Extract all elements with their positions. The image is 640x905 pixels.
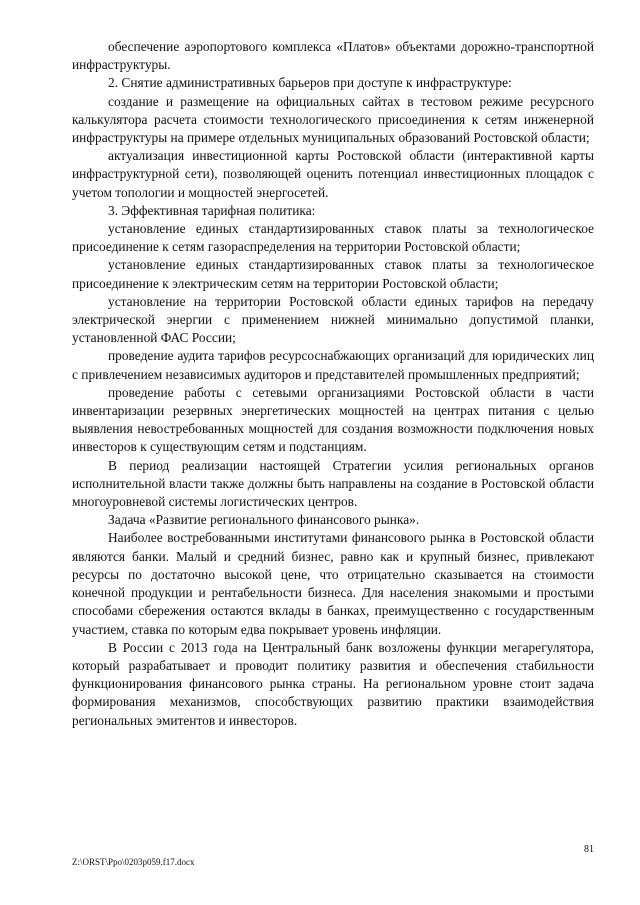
paragraph-6: установление единых стандартизированных ставок платы за технологическое присоединение к сетям газораспределения на территории Ростовской области; [72, 221, 594, 255]
paragraph-1: обеспечение аэропортового комплекса «Платов» объектами дорожно-транспортной инфраструктуры. [72, 39, 594, 73]
paragraph-9: проведение аудита тарифов ресурсоснабжающих организаций для юридических лиц с привлечением независимых аудиторов и представителей промышленных предприятий; [72, 348, 594, 382]
paragraph-3: создание и размещение на официальных сайтах в тестовом режиме ресурсного калькулятора расчета стоимости технологического присоединения к сетям инженерной инфраструктуры на примере отдельных муниципальных образований Ростовской области; [72, 93, 594, 146]
page-number: 81 [584, 844, 594, 855]
paragraph-5: 3. Эффективная тарифная политика: [108, 202, 316, 218]
paragraph-14: В России с 2013 года на Центральный банк возложены функции мегарегулятора, который разрабатывает и проводит политику развития и обеспечения стабильности функционирования финансового рынка страны. На региональном уровне стоит задача формирования механизмов, способствующих развитию практики взаимодействия региональных эмитентов и инвесторов. [72, 639, 594, 728]
footer-file-path: Z:\ORST\Ppo\0203p059.f17.docx [72, 857, 195, 867]
paragraph-4: актуализация инвестиционной карты Ростовской области (интерактивной карты инфраструктурной сети), позволяющей оценить потенциал инвестиционных площадок с учетом топологии и мощностей энергосетей. [72, 148, 594, 200]
paragraph-2: 2. Снятие административных барьеров при доступе к инфраструктуре: [108, 75, 512, 91]
paragraph-13: Наиболее востребованными институтами финансового рынка в Ростовской области являются банки. Малый и средний бизнес, равно как и крупный бизнес, привлекают ресурсы по достаточно высокой цене, что отрицательно сказывается на стоимости конечной продукции и рентабельности бизнеса. Для населения знакомыми и простыми способами сбережения остаются вклады в банках, преимущественно с государственным участием, ставка по которым едва покрывает уровень инфляции. [72, 530, 594, 637]
paragraph-10: проведение работы с сетевыми организациями Ростовской области в части инвентаризации резервных энергетических мощностей на центрах питания с целью выявления невостребованных мощностей для создания возможности подключения новых инвесторов к существующим сетям и подстанциям. [72, 384, 594, 455]
paragraph-11: В период реализации настоящей Стратегии усилия региональных органов исполнительной власти также должны быть направлены на создание в Ростовской области многоуровневой системы логистических центров. [72, 457, 594, 510]
paragraph-12: Задача «Развитие регионального финансового рынка». [108, 512, 420, 528]
paragraph-8: установление на территории Ростовской области единых тарифов на передачу электрической энергии с применением нижней минимально допустимой планки, установленной ФАС России; [72, 293, 594, 346]
document-body [72, 38, 594, 730]
paragraph-7: установление единых стандартизированных ставок платы за технологическое присоединение к электрическим сетям на территории Ростовской области; [72, 257, 594, 291]
